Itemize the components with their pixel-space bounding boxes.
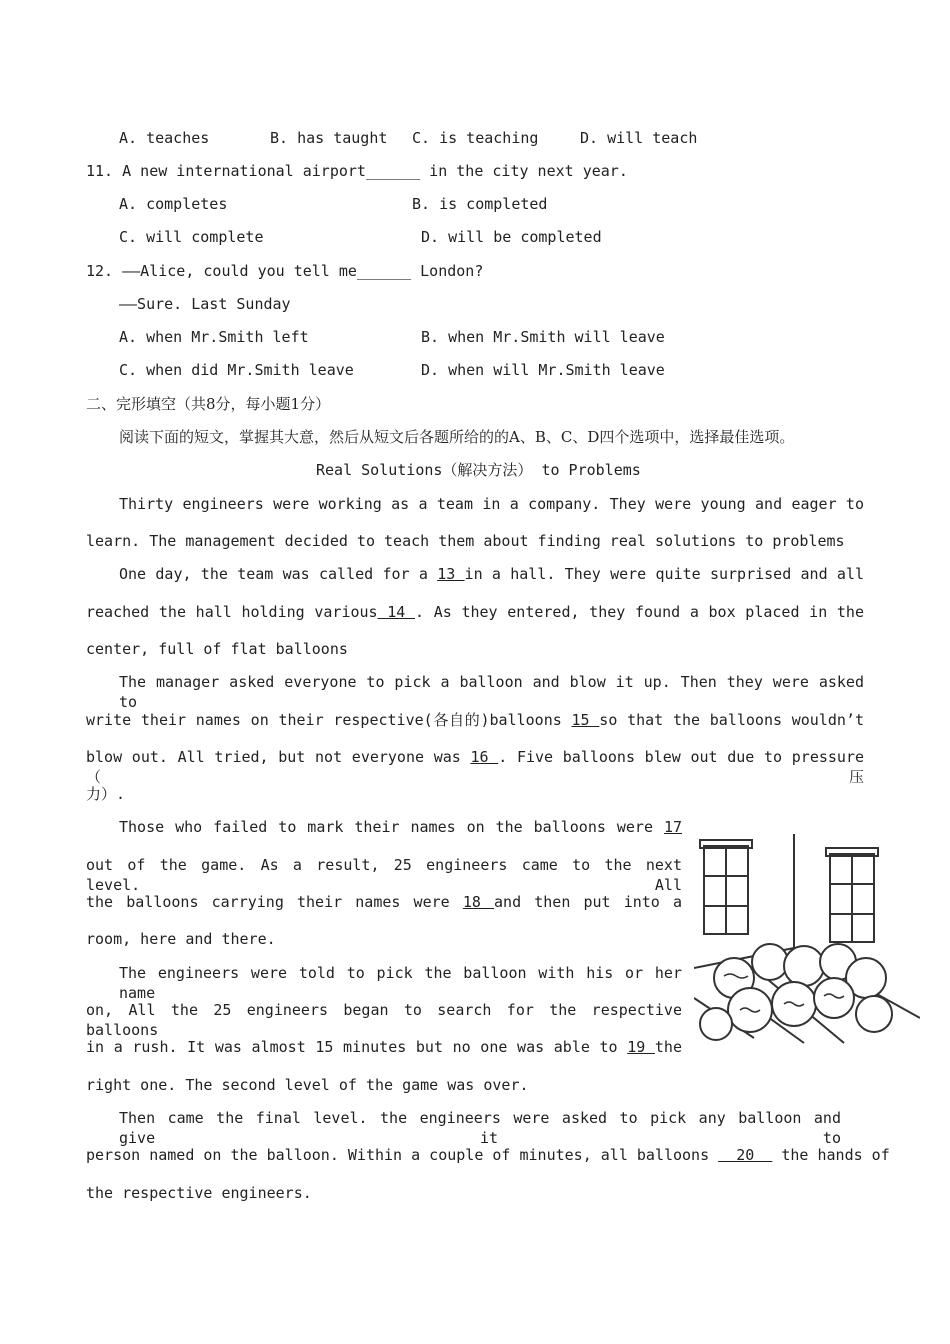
q11-option-a: A. completes	[119, 195, 228, 213]
q12-stem-pre: 12. ——Alice, could you tell me	[86, 262, 357, 280]
passage-line	[86, 710, 864, 730]
q10-option-d: D. will teach	[580, 129, 698, 147]
passage-title: Real Solutions（解决方法） to Problems	[316, 461, 641, 479]
passage-text: the hands of	[772, 1146, 890, 1164]
passage-line: room, here and there.	[86, 930, 276, 948]
blank-13: 13	[437, 565, 465, 583]
q12-option-d: D. when will Mr.Smith leave	[421, 361, 665, 379]
passage-text: blow out. All tried, but not everyone was	[86, 748, 471, 766]
q11-option-b: B. is completed	[412, 195, 548, 213]
blank-14: 14	[377, 603, 415, 621]
blank-20: 20	[718, 1146, 773, 1164]
passage-text: person named on the balloon. Within a couple of minutes, all balloons	[86, 1146, 719, 1164]
passage-line	[86, 1145, 890, 1165]
passage-text: . As they entered, they found a box placed in the	[415, 603, 864, 621]
passage-line	[86, 1037, 682, 1057]
q11-blank: ______	[365, 162, 421, 180]
blank-15: 15	[571, 711, 600, 729]
passage-line: Then came the final level. the engineers were asked to pick any balloon and give it to	[119, 1109, 841, 1147]
passage-text: write their names on their respective(各自的)balloons	[86, 711, 572, 729]
passage-line: right one. The second level of the game was over.	[86, 1076, 529, 1094]
passage-line	[86, 747, 864, 787]
q10-option-b: B. has taught	[270, 129, 388, 147]
passage-line: The manager asked everyone to pick a balloon and blow it up. Then they were asked to	[119, 673, 864, 711]
passage-line	[86, 602, 864, 622]
passage-line	[86, 892, 682, 912]
q10-option-a: A. teaches	[119, 129, 210, 147]
q11-option-d: D. will be completed	[421, 228, 602, 246]
passage-line: 力）.	[86, 785, 126, 803]
q12-stem	[86, 261, 483, 281]
q12-option-b: B. when Mr.Smith will leave	[421, 328, 665, 346]
q12-option-a: A. when Mr.Smith left	[119, 328, 309, 346]
passage-text: so that the balloons wouldn’t	[599, 711, 864, 729]
passage-text: reached the hall holding various	[86, 603, 378, 621]
q10-option-c: C. is teaching	[412, 129, 539, 147]
q12-blank: ______	[356, 262, 412, 280]
section-instruction: 阅读下面的短文，掌握其大意，然后从短文后各题所给的的A、B、C、D四个选项中，选择最佳选项。	[119, 428, 795, 446]
passage-line: the respective engineers.	[86, 1184, 312, 1202]
balloons-room-illustration	[694, 828, 920, 1050]
q11-option-c: C. will complete	[119, 228, 264, 246]
passage-line: center, full of flat balloons	[86, 640, 348, 658]
section-heading: 二、完形填空（共8分，每小题1分）	[86, 395, 331, 413]
passage-text: in a hall. They were quite surprised and all	[464, 565, 865, 583]
passage-line: out of the game. As a result, 25 engineers came to the next level. All	[86, 856, 682, 894]
q11-stem-post: in the city next year.	[420, 162, 628, 180]
q12-reply: ——Sure. Last Sunday	[119, 295, 291, 313]
passage-line: learn. The management decided to teach them about finding real solutions to problems	[86, 532, 845, 550]
passage-line	[119, 817, 682, 837]
passage-text: the	[654, 1038, 682, 1056]
passage-text: One day, the team was called for a	[119, 565, 438, 583]
q11-stem	[86, 161, 628, 181]
passage-line: Thirty engineers were working as a team in a company. They were young and eager to	[119, 495, 864, 513]
passage-text: Those who failed to mark their names on the balloons were	[119, 818, 664, 836]
passage-text: in a rush. It was almost 15 minutes but no one was able to	[86, 1038, 628, 1056]
passage-text: . Five balloons blew out due to pressure（压	[86, 748, 865, 786]
q11-stem-pre: 11. A new international airport	[86, 162, 366, 180]
passage-text: the balloons carrying their names were	[86, 893, 463, 911]
blank-17: 17	[663, 818, 682, 836]
passage-line	[119, 564, 864, 584]
blank-19: 19	[627, 1038, 655, 1056]
blank-16: 16	[470, 748, 499, 766]
passage-line: on, All the 25 engineers began to search for the respective balloons	[86, 1001, 682, 1039]
q12-option-c: C. when did Mr.Smith leave	[119, 361, 354, 379]
passage-line: The engineers were told to pick the balloon with his or her name	[119, 964, 682, 1002]
blank-18: 18	[462, 893, 495, 911]
passage-text: and then put into a	[494, 893, 683, 911]
q12-stem-post: London?	[411, 262, 484, 280]
